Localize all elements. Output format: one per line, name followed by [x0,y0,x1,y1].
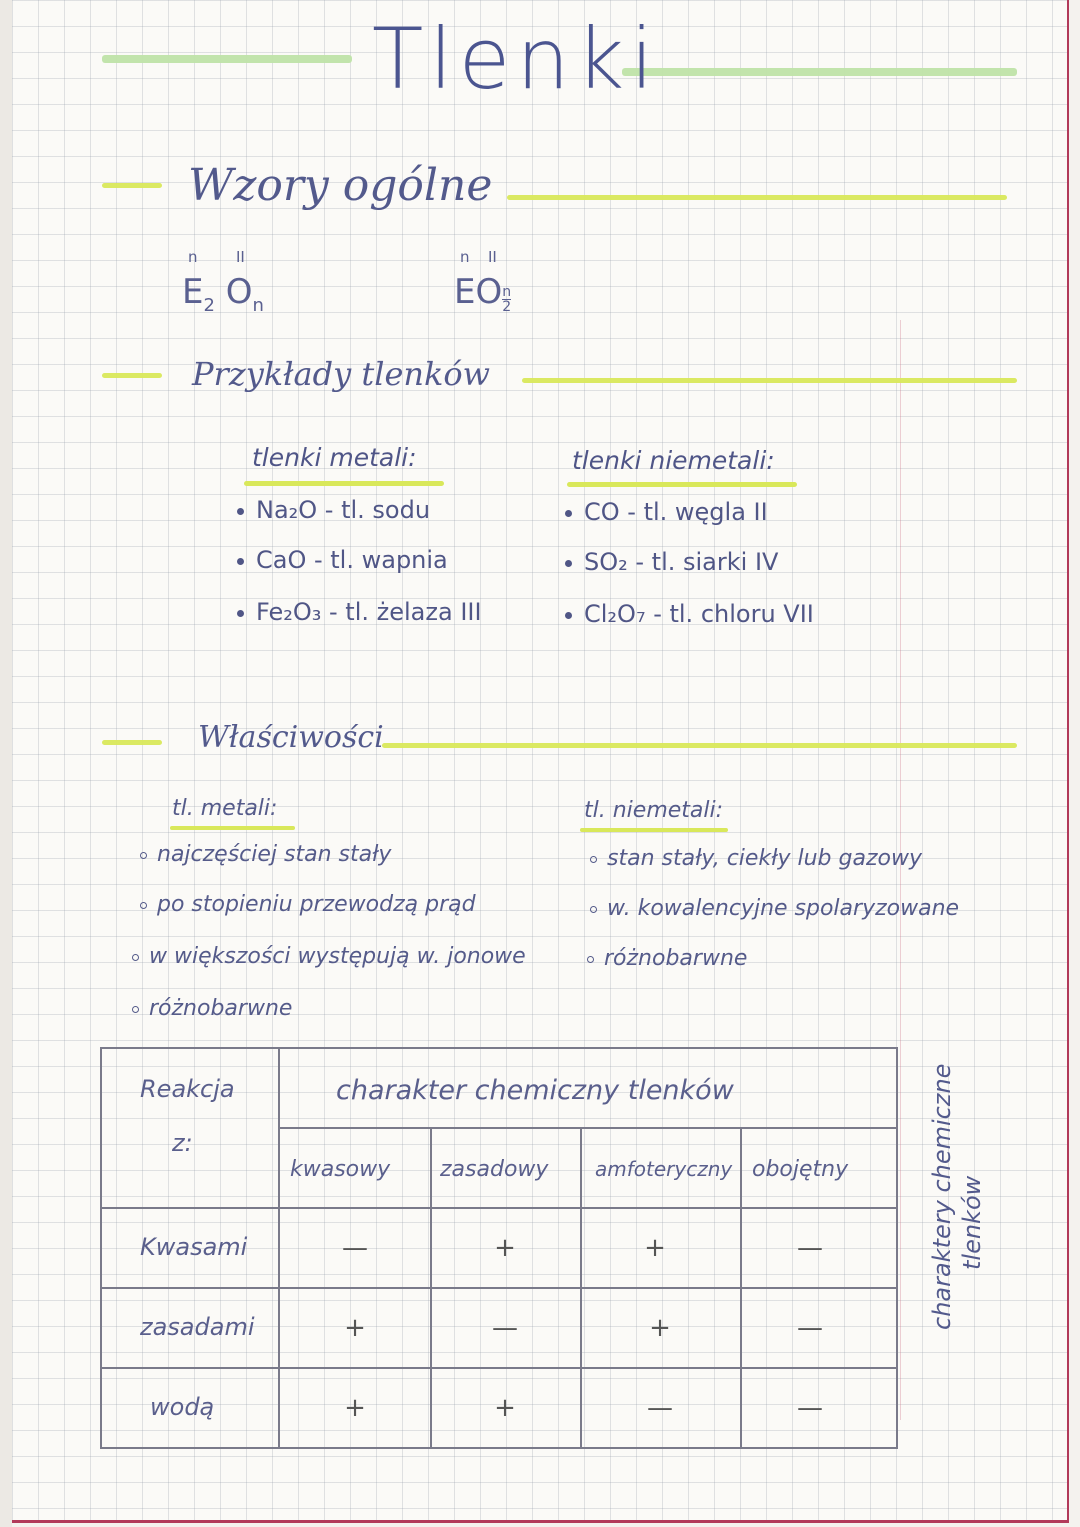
column-header: amfoteryczny [595,1157,733,1181]
nonmetal-oxides-header: tlenki niemetali: [572,446,775,475]
nonmetal-oxide-item: Cl₂O₇ - tl. chloru VII [565,600,814,628]
metal-property: w większości występują w. jonowe [132,944,526,969]
table-cell: + [494,1233,516,1263]
heading-general-formulas: Wzory ogólne [188,160,493,211]
heading-properties: Właściwości [198,720,384,755]
title-highlight-left [102,55,352,63]
page-title: Tlenki [372,10,660,108]
table-cell: — [342,1233,368,1263]
metal-property: po stopieniu przewodzą prąd [140,892,476,917]
metal-oxide-item: Na₂O - tl. sodu [237,496,430,524]
table-cell: — [492,1313,518,1343]
formula-e2on: n II $E_2$ $O_n$ [182,248,264,316]
table-cell: + [644,1233,666,1263]
side-note-vertical: charaktery chemiczne tlenków [928,1063,986,1330]
metal-oxides-underline [244,481,444,486]
metal-property: najczęściej stan stały [140,842,391,867]
metal-oxide-item: CaO - tl. wapnia [237,546,448,574]
notebook-page [12,0,1069,1523]
column-header: kwasowy [290,1157,391,1182]
metal-oxide-item: Fe₂O₃ - tl. żelaza III [237,598,482,626]
table-cell: + [494,1393,516,1423]
table-cell: + [344,1313,366,1343]
table-corner-label: Reakcja [140,1075,235,1103]
formula-eon2: n II EO $\frac{n}{2}$ [454,248,512,315]
title-highlight-right [622,68,1017,76]
heading-line-right [522,378,1017,383]
table-cell: + [344,1393,366,1423]
nonmetal-property: stan stały, ciekły lub gazowy [590,846,922,871]
heading-line-left [102,740,162,745]
row-label: zasadami [140,1313,255,1341]
metals-props-header: tl. metali: [172,796,278,821]
nonmetal-oxide-item: CO - tl. węgla II [565,498,768,526]
row-label: wodą [150,1393,215,1421]
oxide-character-table [100,1047,898,1449]
table-group-header: charakter chemiczny tlenków [336,1075,734,1106]
nonmetal-oxide-item: SO₂ - tl. siarki IV [565,548,778,576]
table-cell: — [647,1393,673,1423]
heading-line-right [382,743,1017,748]
heading-line-left [102,373,162,378]
table-cell: — [797,1393,823,1423]
column-header: zasadowy [440,1157,549,1182]
nonmetals-props-underline [580,828,728,832]
nonmetal-oxides-underline [567,482,797,487]
heading-line-right [507,195,1007,200]
row-label: Kwasami [140,1233,248,1261]
metals-props-underline [170,826,295,830]
nonmetals-props-header: tl. niemetali: [584,798,724,823]
nonmetal-property: w. kowalencyjne spolaryzowane [590,896,959,921]
heading-examples: Przykłady tlenków [192,355,491,393]
table-corner-label-z: z: [172,1129,193,1157]
table-cell: — [797,1313,823,1343]
table-cell: — [797,1233,823,1263]
metal-property: różnobarwne [132,996,292,1021]
metal-oxides-header: tlenki metali: [252,443,417,472]
binding-edge [0,0,12,1527]
heading-line-left [102,183,162,188]
table-cell: + [649,1313,671,1343]
column-header: obojętny [752,1157,849,1182]
nonmetal-property: różnobarwne [587,946,747,971]
